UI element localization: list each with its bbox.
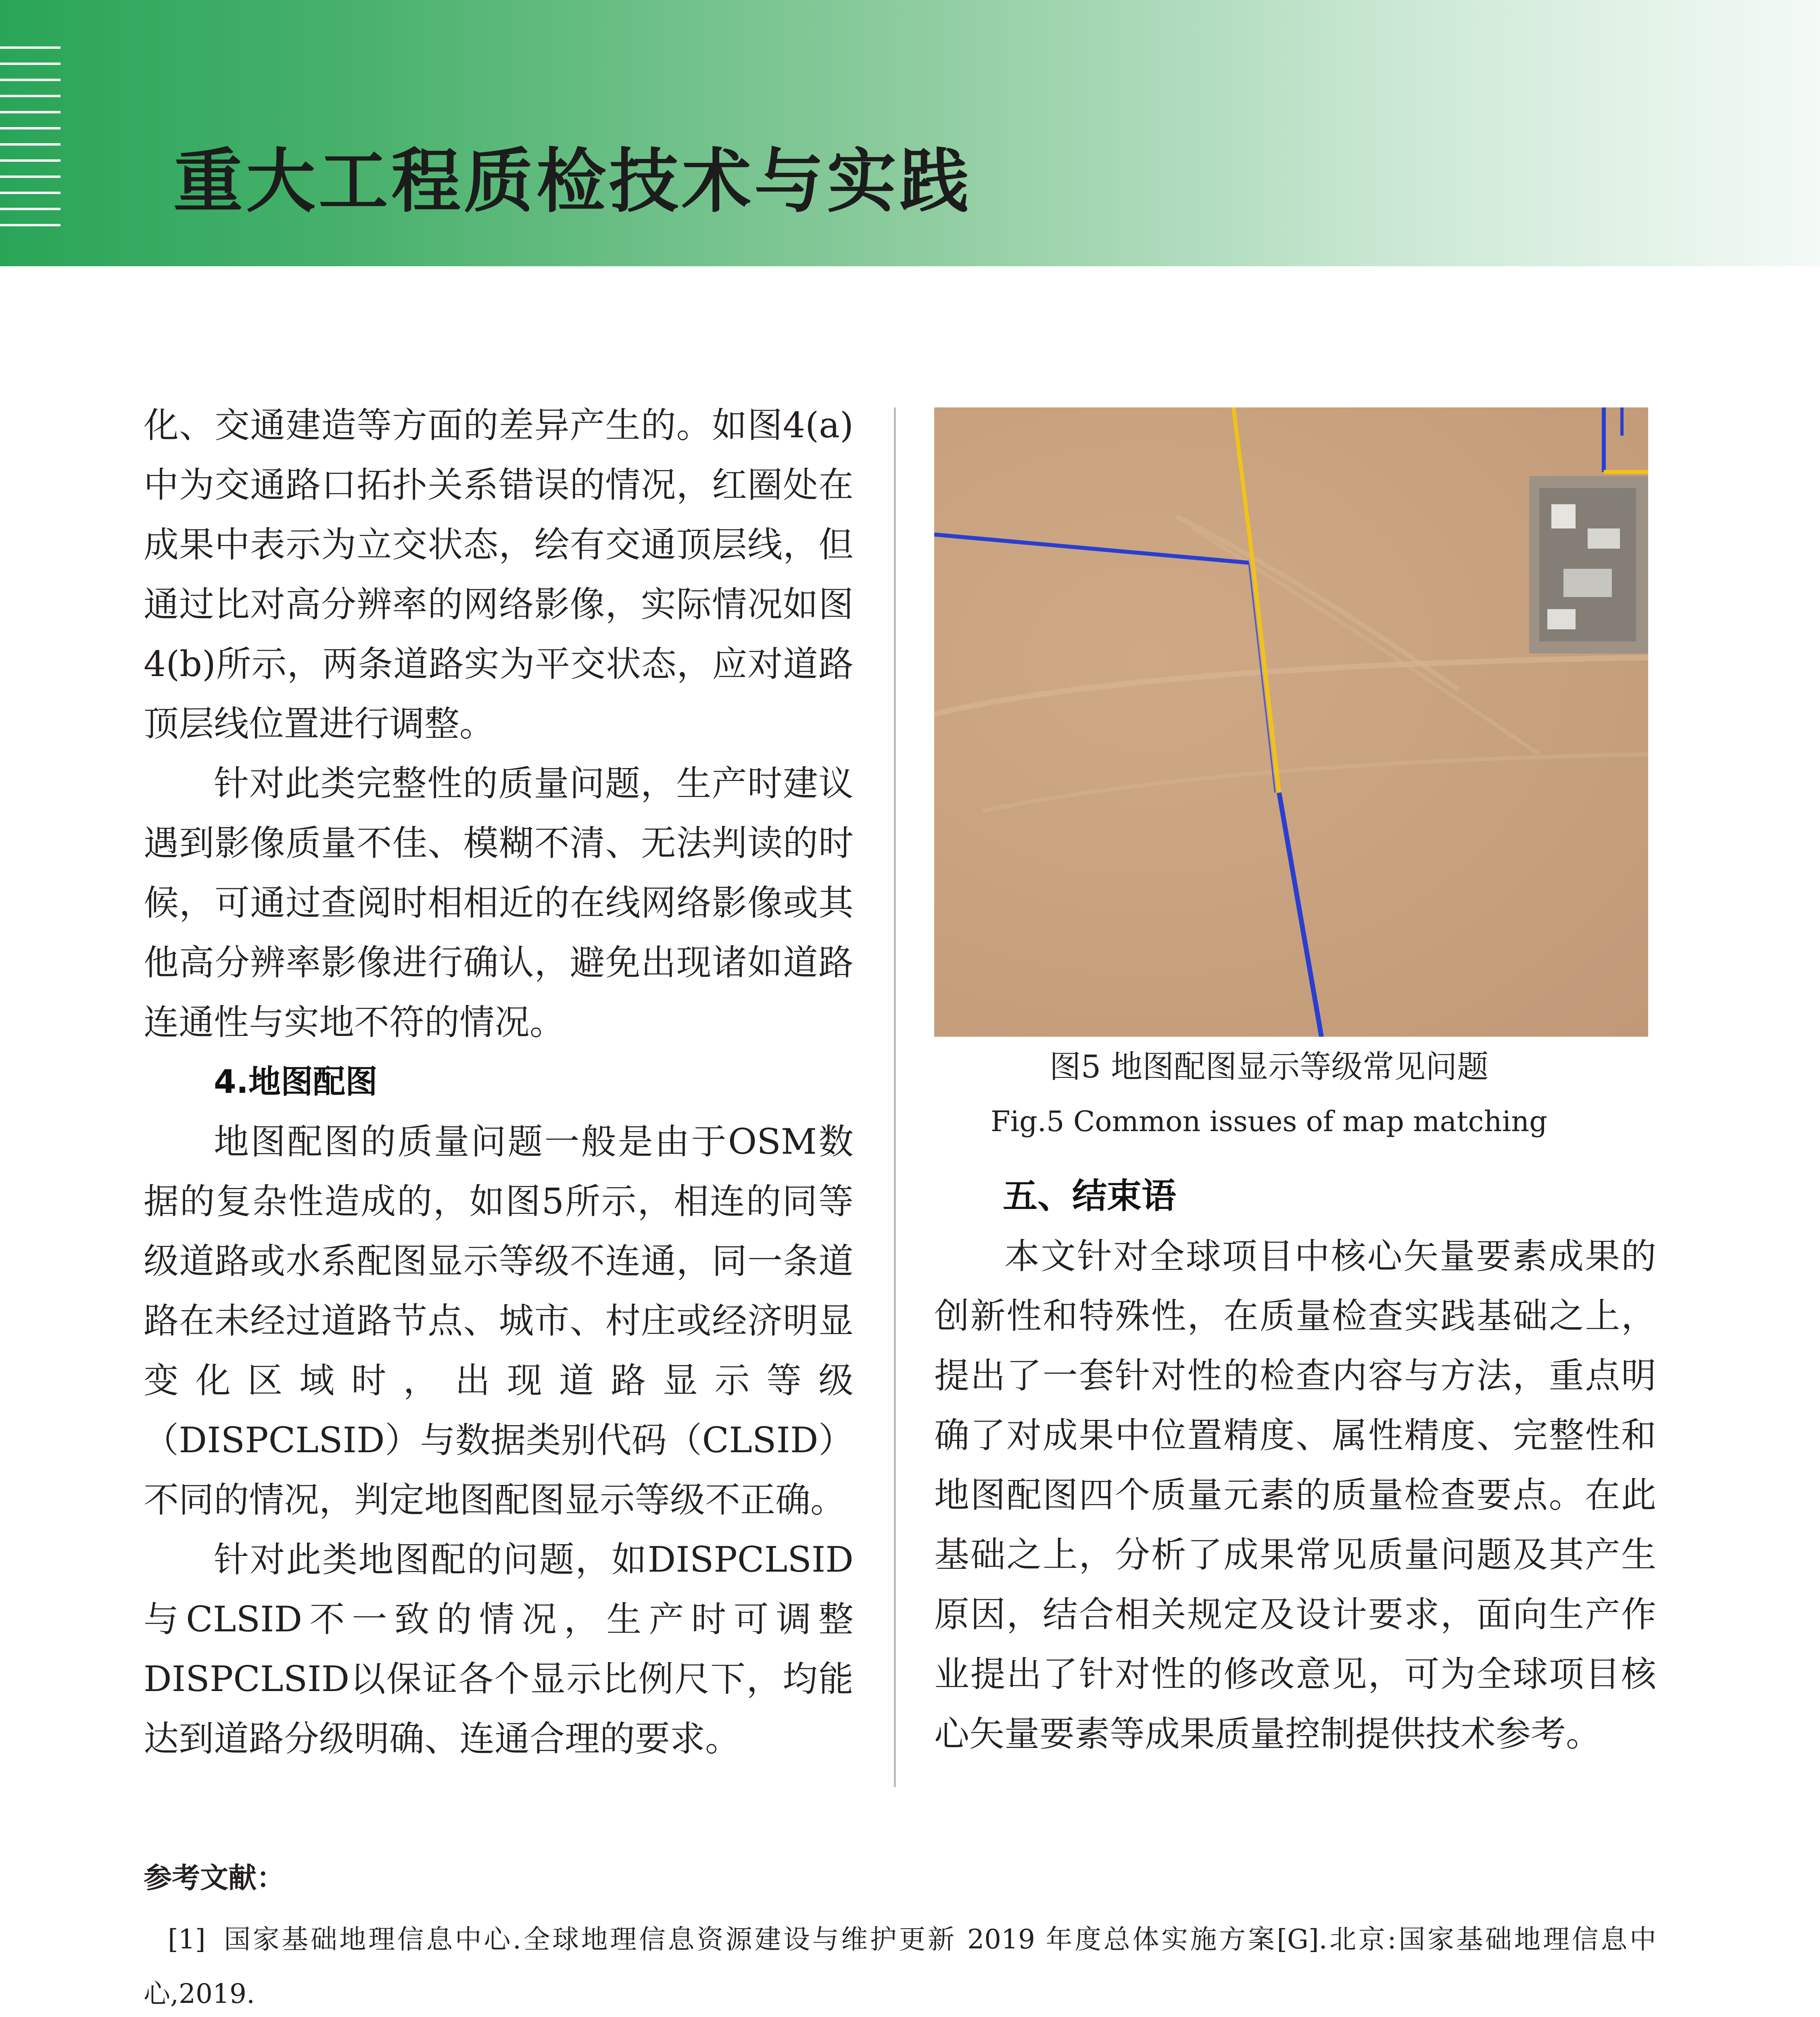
- body-paragraph: 化、交通建造等方面的差异产生的。如图4(a)中为交通路口拓扑关系错误的情况，红圈处在成果中表示为立交状态，绘有交通顶层线，但通过比对高分辨率的网络影像，实际情况如图4(b)所示，两条道路实为平交状态，应对道路顶层线位置进行调整。: [144, 405, 854, 744]
- figure-5-satellite-image: [934, 407, 1648, 1037]
- section-heading: 五、结束语: [1003, 1176, 1176, 1216]
- journal-section-title: 重大工程质检技术与实践: [173, 141, 972, 222]
- references-section: [144, 1852, 1656, 2017]
- header-band: [0, 0, 1820, 266]
- body-paragraph: 本文针对全球项目中核心矢量要素成果的创新性和特殊性，在质量检查实践基础之上，提出了一套针对性的检查内容与方法，重点明确了对成果中位置精度、属性精度、完整性和地图配图四个质量元素的质量检查要点。在此基础之上，分析了成果常见质量问题及其产生原因，结合相关规定及设计要求，面向生产作业提出了针对性的修改意见，可为全球项目核心矢量要素等成果质量控制提供技术参考。: [934, 1236, 1656, 1754]
- references-title: 参考文献：: [144, 1861, 285, 1894]
- map-overlay-graphic: [934, 407, 1648, 1037]
- subsection-heading: 4.地图配图: [214, 1063, 378, 1100]
- right-column: [934, 407, 1656, 1764]
- column-divider: [894, 407, 896, 1787]
- figure-caption-cn: 图5 地图配图显示等级常见问题: [1049, 1049, 1489, 1085]
- left-column: [144, 395, 854, 1769]
- reference-item: [1] 国家基础地理信息中心.全球地理信息资源建设与维护更新 2019 年度总体实施方案[G].北京:国家基础地理信息中心,2019.: [144, 1924, 1656, 2009]
- body-paragraph: 针对此类完整性的质量问题，生产时建议遇到影像质量不佳、模糊不清、无法判读的时候，可通过查阅时相相近的在线网络影像或其他高分辨率影像进行确认，避免出现诸如道路连通性与实地不符的情况。: [144, 763, 854, 1043]
- body-paragraph: 地图配图的质量问题一般是由于OSM数据的复杂性造成的，如图5所示，相连的同等级道路或水系配图显示等级不连通，同一条道路在未经过道路节点、城市、村庄或经济明显变化区域时，出现道路显示等级（DISPCLSID）与数据类别代码（CLSID）不同的情况，判定地图配图显示等级不正确。: [144, 1121, 854, 1520]
- body-paragraph: 针对此类地图配的问题，如DISPCLSID与CLSID不一致的情况，生产时可调整DISPCLSID以保证各个显示比例尺下，均能达到道路分级明确、连通合理的要求。: [144, 1539, 854, 1759]
- figure-caption-en: Fig.5 Common issues of map matching: [991, 1105, 1547, 1138]
- header-decoration-lines: [0, 46, 61, 240]
